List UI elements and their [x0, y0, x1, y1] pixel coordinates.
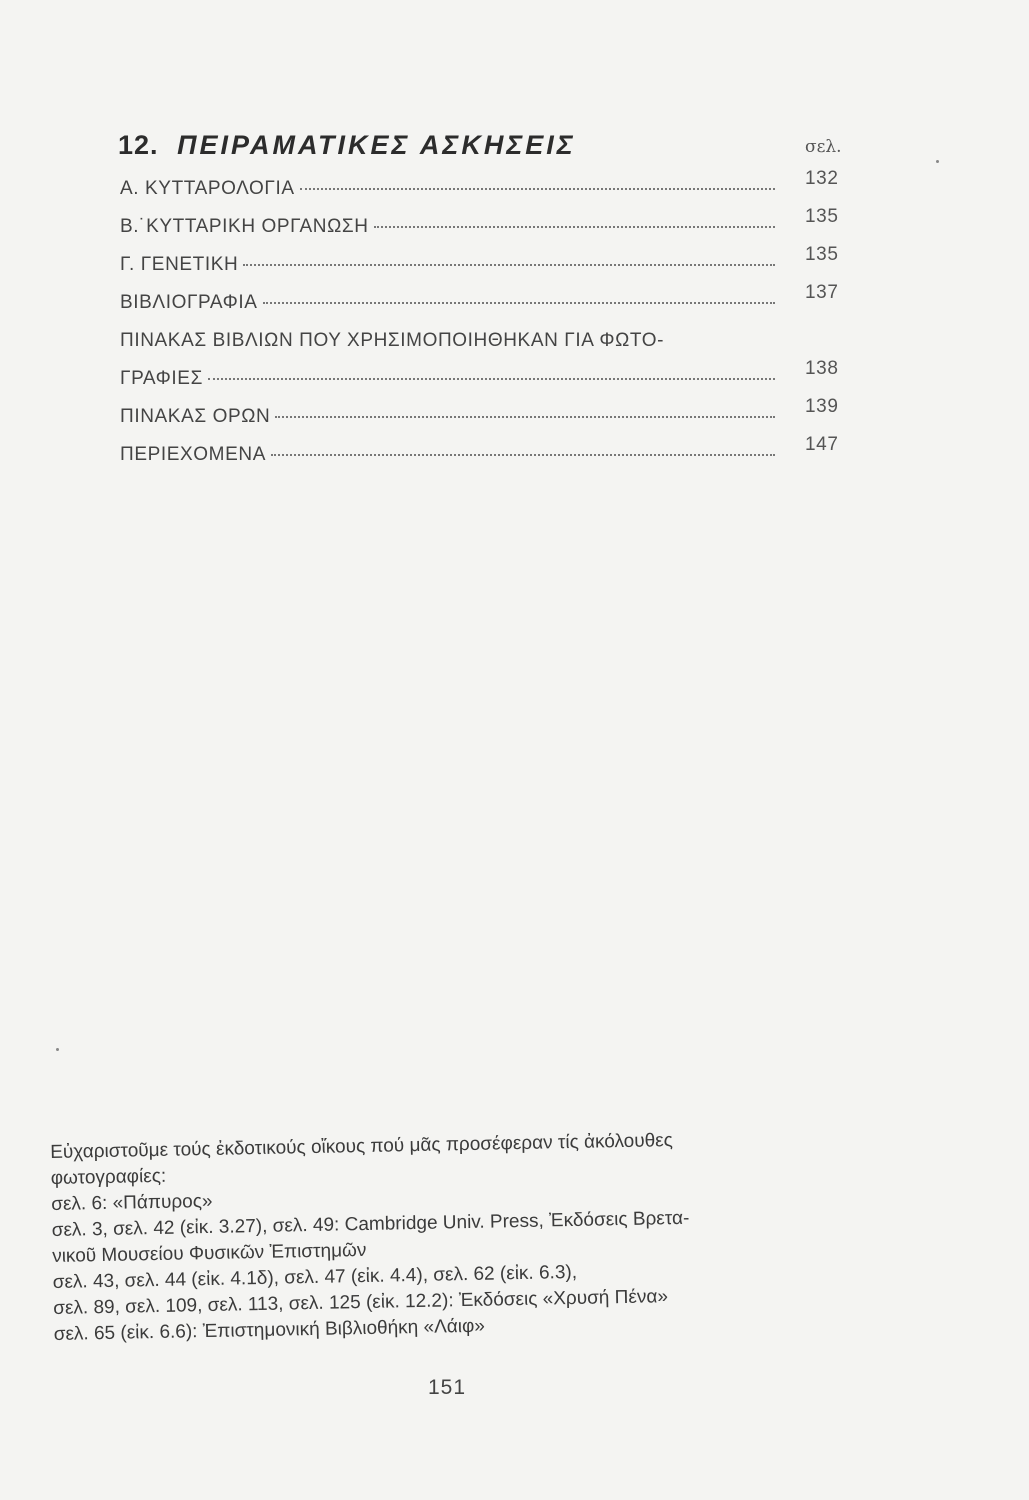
toc-entry-label: ΓΡΑΦΙΕΣ: [120, 368, 203, 389]
credits-line: Εὐχαριστοῦμε τούς ἐκδοτικούς οἴκους πού μᾶς προσέφεραν τίς ἀκόλουθες: [50, 1130, 674, 1163]
credits-line: σελ. 6: «Πάπυρος»: [51, 1190, 213, 1215]
chapter-title: ΠΕΙΡΑΜΑΤΙΚΕΣ ΑΣΚΗΣΕΙΣ: [177, 130, 576, 160]
page-column-label: σελ.: [805, 137, 842, 157]
credits-line: σελ. 3, σελ. 42 (εἰκ. 3.27), σελ. 49: Cambridge Univ. Press, Ἐκδόσεις Βρετα-: [51, 1207, 690, 1241]
toc-entry-label: ΠΕΡΙΕΧΟΜΕΝΑ: [120, 444, 266, 465]
dot-leader: [300, 188, 775, 190]
scan-speck: [936, 160, 939, 163]
toc-entry-label: ΒΙΒΛΙΟΓΡΑΦΙΑ: [120, 292, 258, 313]
toc-entry-label: ΠΙΝΑΚΑΣ ΒΙΒΛΙΩΝ ΠΟΥ ΧΡΗΣΙΜΟΠΟΙΗΘΗΚΑΝ ΓΙΑ ΦΩΤΟ-: [120, 330, 665, 351]
toc-entry: [120, 396, 860, 434]
credits-line: φωτογραφίες:: [50, 1165, 167, 1189]
toc-entry-page: 135: [805, 206, 839, 227]
toc-entry-label: Α. ΚΥΤΤΑΡΟΛΟΓΙΑ: [120, 178, 295, 199]
toc-entry: [120, 358, 860, 396]
toc-entry: [120, 244, 860, 282]
credits-line: σελ. 89, σελ. 109, σελ. 113, σελ. 125 (εἰκ. 12.2): Ἐκδόσεις «Χρυσή Πένα»: [53, 1286, 669, 1319]
toc-entry-page: 138: [805, 358, 839, 379]
toc-entry-page: 137: [805, 282, 839, 303]
toc-entry-page: 132: [805, 168, 839, 189]
credits-line: σελ. 65 (εἰκ. 6.6): Ἐπιστημονική Βιβλιοθήκη «Λάιφ»: [53, 1315, 486, 1345]
toc-entry-page: 139: [805, 396, 839, 417]
dot-leader: [271, 454, 775, 456]
dot-leader: [243, 264, 775, 266]
toc-entry-page: 135: [805, 244, 839, 265]
scan-speck: [56, 1048, 59, 1051]
dot-leader: [208, 378, 775, 380]
toc-entry: [120, 434, 860, 472]
toc-entry: [120, 320, 860, 358]
toc-entry-label: Β.˙ΚΥΤΤΑΡΙΚΗ ΟΡΓΑΝΩΣΗ: [120, 216, 369, 237]
credits-line: σελ. 43, σελ. 44 (εἰκ. 4.1δ), σελ. 47 (εἰκ. 4.4), σελ. 62 (εἰκ. 6.3),: [52, 1261, 578, 1293]
table-of-contents: [120, 168, 860, 472]
credits-line: νικοῦ Μουσείου Φυσικῶν Ἐπιστημῶν: [52, 1239, 367, 1267]
toc-entry-page: 147: [805, 434, 839, 455]
toc-entry: [120, 206, 860, 244]
dot-leader: [263, 302, 775, 304]
toc-entry-label: ΠΙΝΑΚΑΣ ΟΡΩΝ: [120, 406, 271, 427]
dot-leader: [275, 416, 775, 418]
page-number: 151: [428, 1376, 467, 1399]
dot-leader: [374, 226, 775, 228]
toc-entry-label: Γ. ΓΕΝΕΤΙΚΗ: [120, 254, 239, 275]
toc-entry: [120, 168, 860, 206]
chapter-heading: [118, 130, 576, 161]
toc-entry: [120, 282, 860, 320]
chapter-number: 12.: [118, 130, 159, 160]
photo-credits: [50, 1124, 884, 1348]
